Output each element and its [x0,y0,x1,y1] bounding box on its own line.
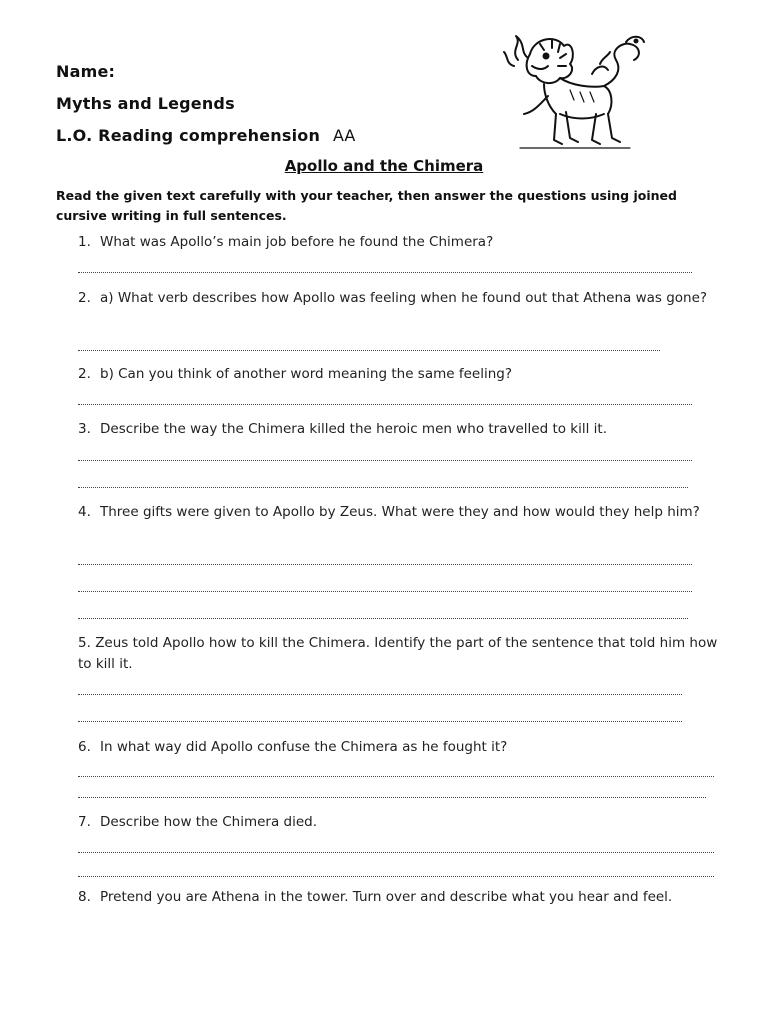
chimera-illustration [500,30,650,158]
answer-line[interactable] [78,460,692,461]
answer-line[interactable] [78,272,692,273]
question-3 [78,419,718,440]
question-number: 3. [78,421,91,437]
question-2b [78,364,718,385]
worksheet-title: Apollo and the Chimera [284,157,484,175]
answer-line[interactable] [78,350,660,351]
question-text: Zeus told Apollo how to kill the Chimera. Identify the part of the sentence that told him how to kill it. [78,635,718,672]
answer-line[interactable] [78,797,706,798]
question-8 [78,887,738,908]
answer-line[interactable] [78,876,714,877]
question-number: 6. [78,739,91,755]
instructions: Read the given text carefully with your teacher, then answer the questions using joined cursive writing in full sentences. [56,188,677,223]
answer-line[interactable] [78,852,714,853]
answer-line[interactable] [78,776,714,777]
answer-line[interactable] [78,591,692,592]
question-number: 8. [78,889,91,905]
answer-line[interactable] [78,487,688,488]
question-number: 5. [78,635,91,651]
question-text: In what way did Apollo confuse the Chimera as he fought it? [100,739,508,755]
question-text: a) What verb describes how Apollo was feeling when he found out that Athena was gone? [100,290,708,306]
question-text: Pretend you are Athena in the tower. Turn over and describe what you hear and feel. [100,889,673,905]
answer-line[interactable] [78,564,692,565]
question-text: Describe how the Chimera died. [100,814,318,830]
question-number: 4. [78,504,91,520]
learning-objective: L.O. Reading comprehension [56,126,321,145]
answer-line[interactable] [78,721,682,722]
question-7 [78,812,718,833]
question-5 [78,633,718,675]
question-text: What was Apollo’s main job before he found the Chimera? [100,234,494,250]
question-text: b) Can you think of another word meaning the same feeling? [100,366,513,382]
question-6 [78,737,718,758]
question-number: 7. [78,814,91,830]
question-text: Three gifts were given to Apollo by Zeus. What were they and how would they help him? [100,504,700,520]
question-1 [78,232,718,253]
question-4 [78,502,718,523]
answer-line[interactable] [78,618,688,619]
answer-line[interactable] [78,404,692,405]
question-number: 2. [78,366,91,382]
answer-line[interactable] [78,694,682,695]
topic-heading: Myths and Legends [56,94,235,113]
question-number: 1. [78,234,91,250]
question-text: Describe the way the Chimera killed the heroic men who travelled to kill it. [100,421,608,437]
question-number: 2. [78,290,91,306]
question-2a [78,288,718,309]
name-label: Name: [56,62,116,81]
ability-level: AA [333,126,356,145]
